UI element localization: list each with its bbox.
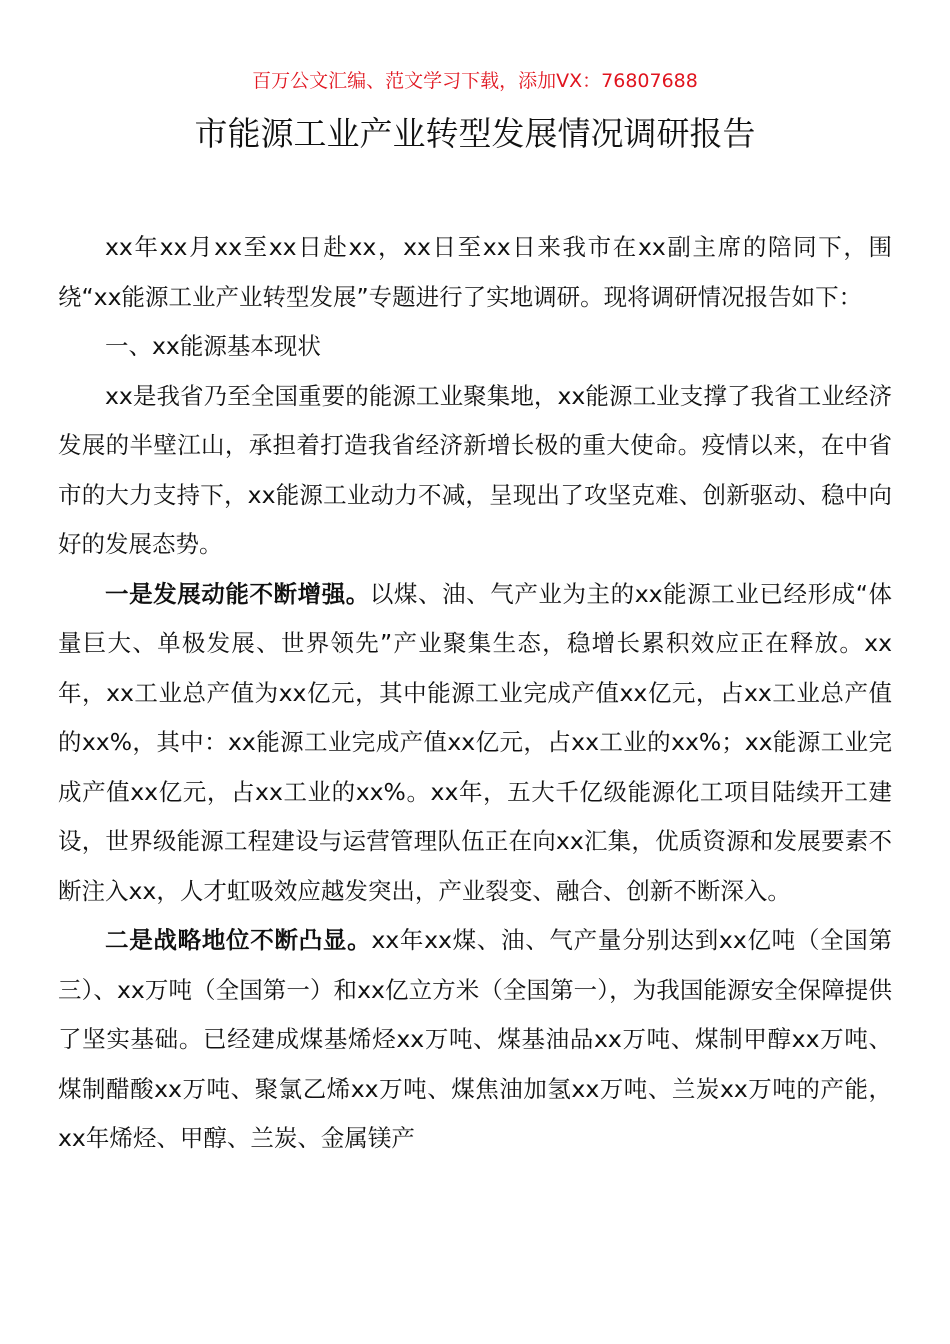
watermark-contact: 百万公文汇编、范文学习下载，添加VX：76807688 [252,70,698,92]
document-body [58,223,892,1164]
paragraph-text: xx是我省乃至全国重要的能源工业聚集地，xx能源工业支撑了我省工业经济发展的半壁江山，承担着打造我省经济新增长极的重大使命。疫情以来，在中省市的大力支持下，xx能源工业动力不减，呈现出了攻坚克难、创新驱动、稳中向好的发展态势。 [58,381,892,558]
paragraph-text: 以煤、油、气产业为主的xx能源工业已经形成“体量巨大、单极发展、世界领先”产业聚集生态，稳增长累积效应正在释放。xx年，xx工业总产值为xx亿元，其中能源工业完成产值xx亿元，占xx工业总产值的xx%，其中：xx能源工业完成产值xx亿元，占xx工业的xx%；xx能源工业完成产值xx亿元，占xx工业的xx%。xx年，五大千亿级能源化工项目陆续开工建设，世界级能源工程建设与运营管理队伍正在向xx汇集，优质资源和发展要素不断注入xx，人才虹吸效应越发突出，产业裂变、融合、创新不断深入。 [58,579,892,905]
section-heading-1 [58,322,892,372]
status-paragraph [58,372,892,570]
paragraph-lead: 二是战略地位不断凸显。 [105,926,372,954]
document-title: 市能源工业产业转型发展情况调研报告 [194,114,756,153]
point-two-paragraph [58,916,892,1164]
paragraph-text: 一、xx能源基本现状 [105,332,321,360]
intro-paragraph [58,223,892,322]
paragraph-lead: 一是发展动能不断增强。 [105,579,370,608]
point-one-paragraph [58,570,892,917]
paragraph-text: xx年xx月xx至xx日赴xx，xx日至xx日来我市在xx副主席的陪同下，围绕“xx能源工业产业转型发展”专题进行了实地调研。现将调研情况报告如下： [58,233,892,311]
paragraph-text: xx年xx煤、油、气产量分别达到xx亿吨（全国第三）、xx万吨（全国第一）和xx亿立方米（全国第一），为我国能源安全保障提供了坚实基础。已经建成煤基烯烃xx万吨、煤基油品xx万吨、煤制甲醇xx万吨、煤制醋酸xx万吨、聚氯乙烯xx万吨、煤焦油加氢xx万吨、兰炭xx万吨的产能，xx年烯烃、甲醇、兰炭、金属镁产 [58,926,892,1152]
